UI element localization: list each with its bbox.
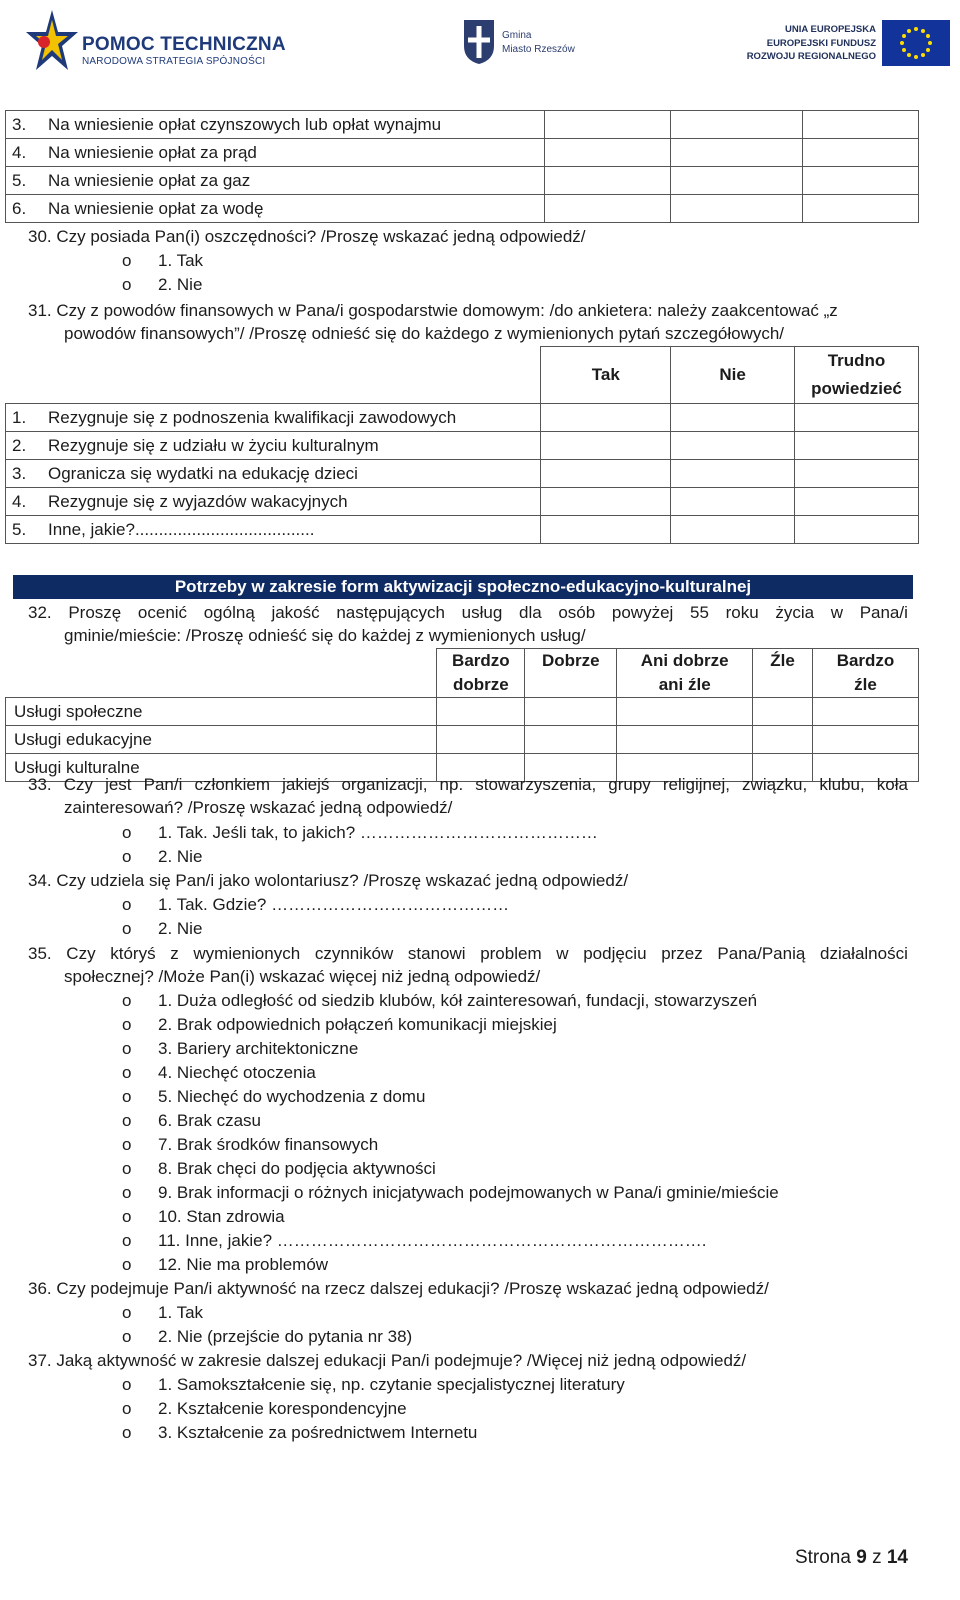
answer-cell[interactable]: [541, 432, 671, 460]
row-label: Usługi społeczne: [6, 698, 437, 726]
table-row: [6, 139, 919, 167]
question-33-line1: 33. Czy jest Pan/i członkiem jakiejś organizacji, np. stowarzyszenia, grupy religijnej, związku, klubu, koła: [28, 775, 908, 794]
answer-cell[interactable]: [753, 726, 813, 754]
answer-cell[interactable]: [803, 167, 919, 195]
eu-logo: [740, 18, 950, 68]
page-number: Strona 9 z 14: [794, 1547, 908, 1568]
question-34: 34. Czy udziela się Pan/i jako wolontariusz? /Proszę wskazać jedną odpowiedź/: [28, 871, 629, 890]
col-dobrze: Dobrze: [525, 649, 617, 698]
eu-flag-icon: [882, 20, 950, 66]
answer-cell[interactable]: [525, 698, 617, 726]
section-banner: Potrzeby w zakresie form aktywizacji społeczno-edukacyjno-kulturalnej: [13, 575, 913, 599]
table-row: [6, 432, 919, 460]
answer-cell[interactable]: [795, 488, 919, 516]
table-row: [6, 516, 919, 544]
question-30: 30. Czy posiada Pan(i) oszczędności? /Proszę wskazać jedną odpowiedź/: [28, 227, 586, 246]
answer-cell[interactable]: [795, 404, 919, 432]
answer-cell[interactable]: [545, 195, 671, 223]
answer-cell[interactable]: [803, 139, 919, 167]
answer-cell[interactable]: [813, 698, 919, 726]
answer-cell[interactable]: [541, 404, 671, 432]
table-row: [6, 460, 919, 488]
answer-cell[interactable]: [671, 195, 803, 223]
logo-subtitle: NARODOWA STRATEGIA SPÓJNOŚCI: [82, 56, 266, 67]
row-label: 6. Na wniesienie opłat za wodę: [6, 195, 545, 223]
table-row: [6, 404, 919, 432]
answer-cell[interactable]: [545, 111, 671, 139]
answer-cell[interactable]: [803, 111, 919, 139]
answer-cell[interactable]: [617, 698, 753, 726]
row-label: Usługi kulturalne: [6, 754, 437, 782]
col-nie: Nie: [671, 347, 795, 404]
question-36: 36. Czy podejmuje Pan/i aktywność na rzecz dalszej edukacji? /Proszę wskazać jedną odpowiedź/: [28, 1279, 769, 1298]
expenses-table: [5, 110, 919, 223]
answer-cell[interactable]: [803, 195, 919, 223]
logo-title: POMOC TECHNICZNA: [82, 34, 286, 55]
eu-label-2: EUROPEJSKI FUNDUSZ: [766, 38, 876, 49]
row-label: 1. Rezygnuje się z podnoszenia kwalifikacji zawodowych: [6, 404, 541, 432]
col-tak: Tak: [541, 347, 671, 404]
table-row: [6, 698, 919, 726]
answer-cell[interactable]: [671, 404, 795, 432]
eu-stars-icon: [882, 20, 950, 66]
answer-cell[interactable]: [671, 167, 803, 195]
answer-cell[interactable]: [795, 516, 919, 544]
row-label: 5. Inne, jakie?......................................: [6, 516, 541, 544]
miasto-label: Miasto Rzeszów: [502, 44, 575, 55]
answer-cell[interactable]: [541, 488, 671, 516]
answer-cell[interactable]: [545, 139, 671, 167]
question-37: 37. Jaką aktywność w zakresie dalszej edukacji Pan/i podejmuje? /Więcej niż jedną odpowiedź/: [28, 1351, 747, 1370]
question-35: [28, 942, 908, 988]
table-header-row: [6, 347, 919, 404]
answer-cell[interactable]: [545, 167, 671, 195]
question-35-line1: 35. Czy któryś z wymienionych czynników stanowi problem w podjęciu przez Pana/Panią działalności: [28, 944, 908, 963]
empty-header: [6, 649, 437, 698]
row-label: 4. Rezygnuje się z wyjazdów wakacyjnych: [6, 488, 541, 516]
table-row: [6, 195, 919, 223]
table-header-row: [6, 649, 919, 698]
question-32-line2: gminie/mieście: /Proszę odnieść się do każdej z wymienionych usług/: [64, 626, 586, 645]
answer-cell[interactable]: [753, 698, 813, 726]
gmina-label: Gmina: [502, 30, 532, 41]
table-row: [6, 167, 919, 195]
services-table: [5, 648, 919, 782]
shield-cross-icon: [462, 18, 496, 66]
question-31: 31. Czy z powodów finansowych w Pana/i gospodarstwie domowym: /do ankietera: należy zaakcentować „z: [28, 301, 838, 320]
finance-table: [5, 346, 919, 544]
answer-cell[interactable]: [671, 516, 795, 544]
row-label: Usługi edukacyjne: [6, 726, 437, 754]
col-zle: Źle: [753, 649, 813, 698]
answer-cell[interactable]: [671, 460, 795, 488]
star-logo-icon: [24, 8, 80, 78]
answer-cell[interactable]: [795, 460, 919, 488]
gmina-rzeszow-logo: [462, 14, 582, 74]
eu-label-3: ROZWOJU REGIONALNEGO: [746, 51, 876, 62]
row-label: 3. Ogranicza się wydatki na edukację dzieci: [6, 460, 541, 488]
answer-cell[interactable]: [525, 726, 617, 754]
col-ani-dobrze: Ani dobrze ani źle: [617, 649, 753, 698]
table-row: [6, 726, 919, 754]
question-33-line2: zainteresowań? /Proszę wskazać jedną odpowiedź/: [64, 798, 453, 817]
answer-cell[interactable]: [541, 516, 671, 544]
row-label: 2. Rezygnuje się z udziału w życiu kulturalnym: [6, 432, 541, 460]
answer-cell[interactable]: [813, 726, 919, 754]
row-label: 3. Na wniesienie opłat czynszowych lub opłat wynajmu: [6, 111, 545, 139]
col-bardzo-zle: Bardzo źle: [813, 649, 919, 698]
answer-cell[interactable]: [671, 139, 803, 167]
empty-header: [6, 347, 541, 404]
row-label: 5. Na wniesienie opłat za gaz: [6, 167, 545, 195]
table-row: [6, 111, 919, 139]
question-32-line1: 32. Proszę ocenić ogólną jakość następujących usług dla osób powyżej 55 roku życia w Pana/i: [28, 603, 908, 622]
answer-cell[interactable]: [617, 726, 753, 754]
answer-cell[interactable]: [671, 432, 795, 460]
question-33: [28, 773, 908, 819]
answer-cell[interactable]: [437, 726, 525, 754]
eu-label-1: UNIA EUROPEJSKA: [785, 24, 876, 35]
answer-cell[interactable]: [541, 460, 671, 488]
answer-cell[interactable]: [671, 488, 795, 516]
col-trudno: Trudno powiedzieć: [795, 347, 919, 404]
pomoc-techniczna-logo: [18, 6, 288, 78]
question-35-line2: społecznej? /Może Pan(i) wskazać więcej niż jedną odpowiedź/: [64, 967, 541, 986]
answer-cell[interactable]: [795, 432, 919, 460]
question-31-cont: powodów finansowych”/ /Proszę odnieść się do każdego z wymienionych pytań szczegółowych/: [64, 324, 785, 343]
answer-cell[interactable]: [671, 111, 803, 139]
table-row: [6, 488, 919, 516]
answer-cell[interactable]: [437, 698, 525, 726]
question-32: [28, 601, 908, 647]
col-bardzo-dobrze: Bardzo dobrze: [437, 649, 525, 698]
row-label: 4. Na wniesienie opłat za prąd: [6, 139, 545, 167]
